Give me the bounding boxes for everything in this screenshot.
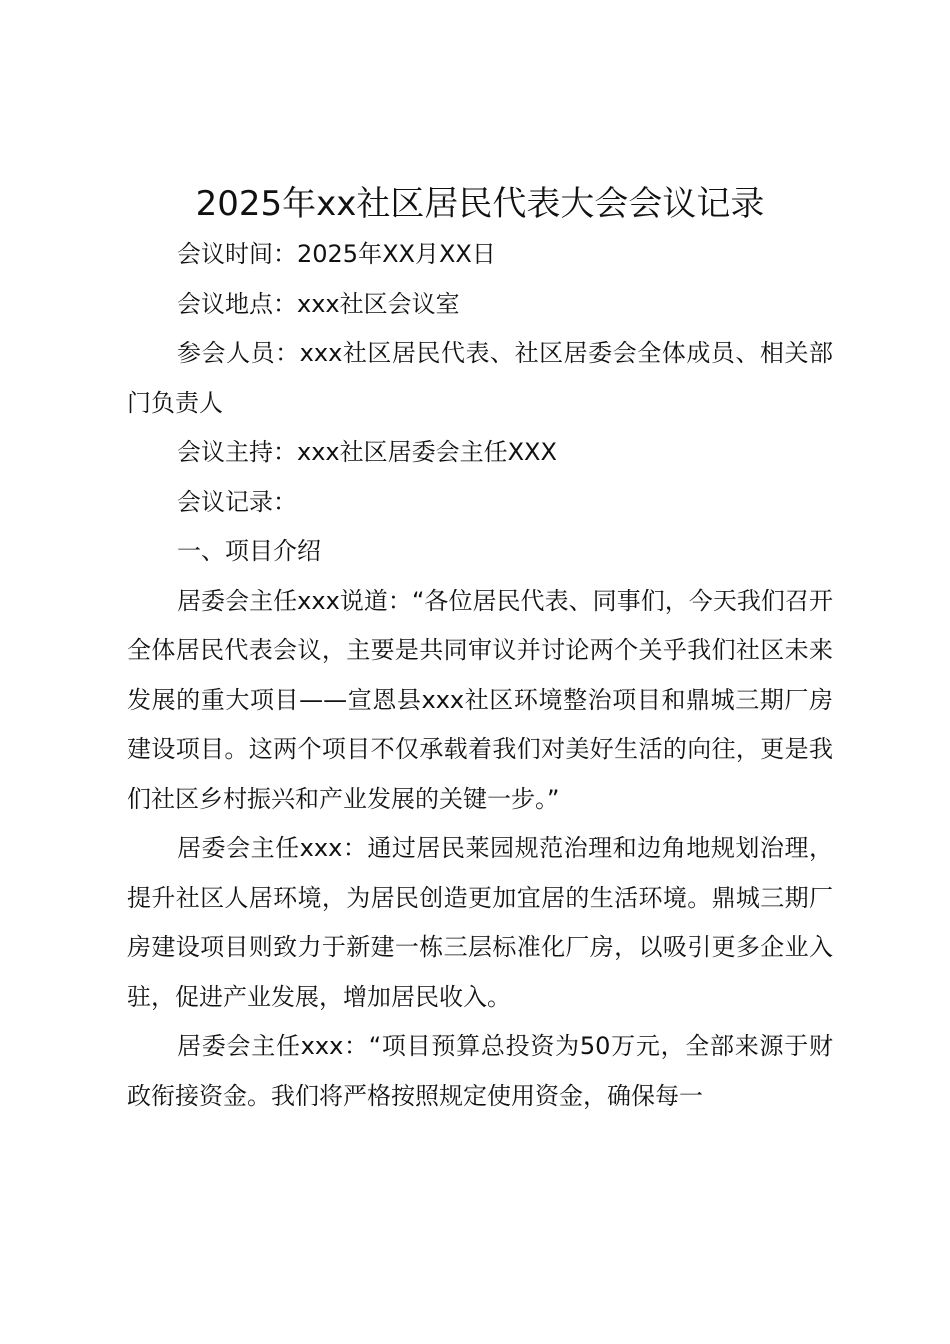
document-title: 2025年xx社区居民代表大会会议记录	[195, 184, 765, 224]
meeting-time: 会议时间：2025年XX月XX日	[177, 240, 496, 268]
meeting-host: 会议主持：xxx社区居委会主任XXX	[177, 438, 557, 466]
meeting-location: 会议地点：xxx社区会议室	[177, 289, 460, 318]
section-heading: 一、项目介绍	[177, 537, 321, 565]
meeting-attendees: 参会人员：xxx社区居民代表、社区居委会全体成员、相关部门负责人	[127, 339, 833, 417]
document-body	[127, 230, 833, 1121]
paragraph: 居委会主任xxx：通过居民莱园规范治理和边角地规划治理，提升社区人居环境，为居民创造更加宜居的生活环境。鼎城三期厂房建设项目则致力于新建一栋三层标准化厂房，以吸引更多企业入驻，促进产业发展，增加居民收入。	[127, 834, 833, 1011]
meeting-record-label: 会议记录：	[177, 487, 297, 516]
paragraph: 居委会主任xxx：“项目预算总投资为50万元，全部来源于财政衔接资金。我们将严格按照规定使用资金，确保每一	[127, 1032, 833, 1110]
paragraph: 居委会主任xxx说道：“各位居民代表、同事们，今天我们召开全体居民代表会议，主要是共同审议并讨论两个关乎我们社区未来发展的重大项目——宣恩县xxx社区环境整治项目和鼎城三期厂房建设项目。这两个项目不仅承载着我们对美好生活的向往，更是我们社区乡村振兴和产业发展的关键一步。”	[127, 586, 833, 813]
